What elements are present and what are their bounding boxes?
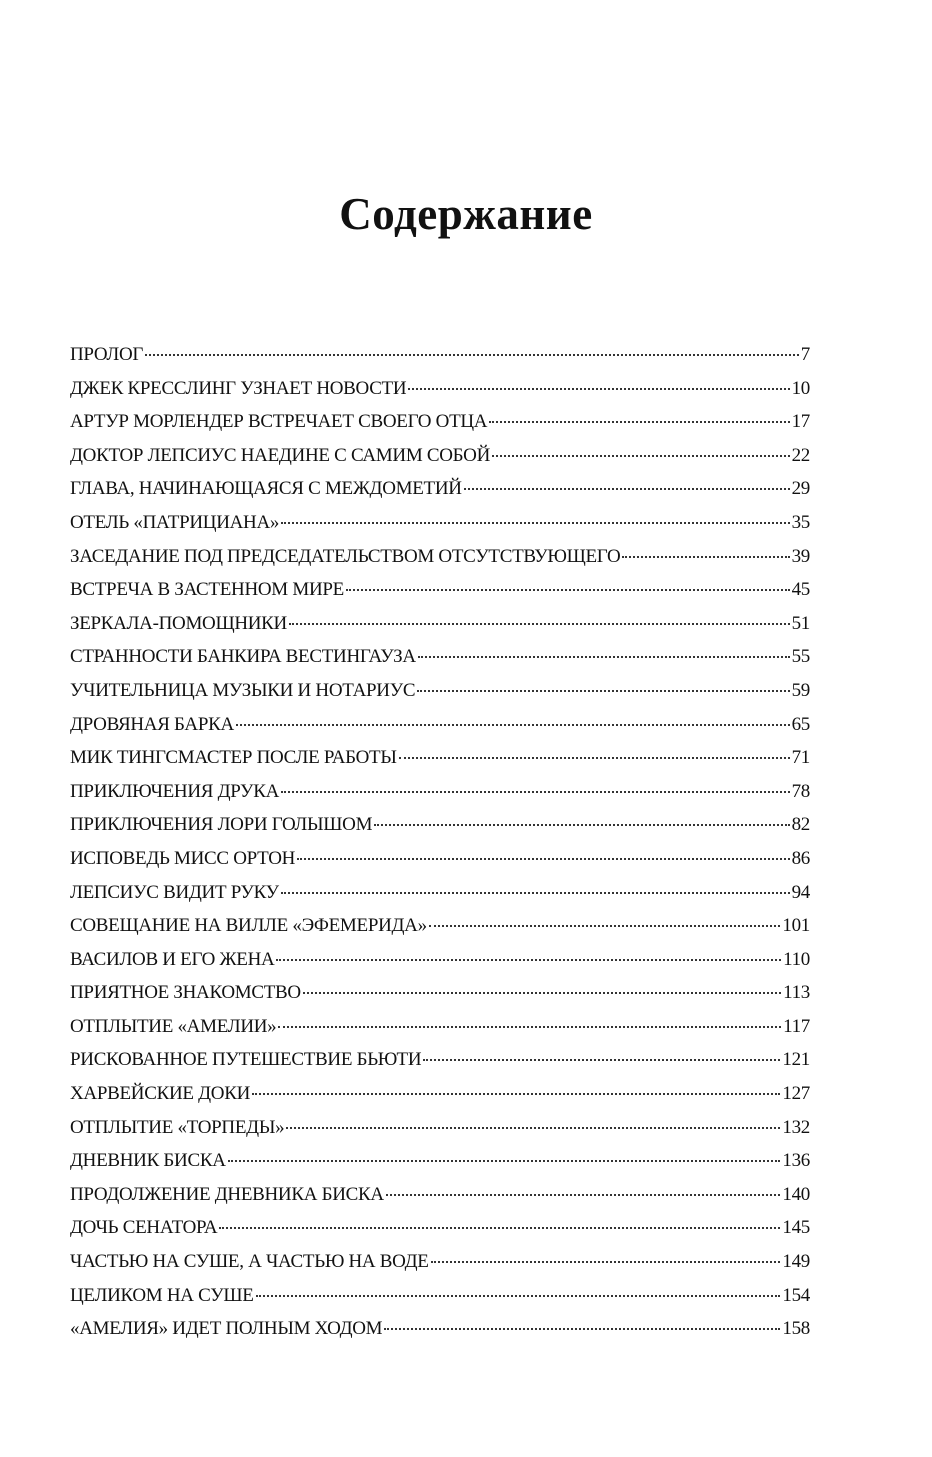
toc-dot-leader [418, 656, 790, 658]
toc-entry [70, 1150, 810, 1184]
table-of-contents [70, 344, 810, 1352]
toc-dot-leader [423, 1059, 780, 1061]
toc-entry-title: ПРИЯТНОЕ ЗНАКОМСТВО [70, 982, 301, 1004]
toc-entry-title: ОТПЛЫТИЕ «ТОРПЕДЫ» [70, 1116, 285, 1138]
toc-entry-page-number: 39 [791, 545, 810, 567]
toc-entry-page-number: 82 [791, 814, 810, 836]
toc-dot-leader [374, 824, 789, 826]
toc-dot-leader [408, 388, 789, 390]
toc-entry [70, 478, 810, 512]
page-title: Содержание [339, 189, 593, 239]
toc-entry-title: ИСПОВЕДЬ МИСС ОРТОН [70, 847, 296, 869]
toc-entry-title: ДРОВЯНАЯ БАРКА [70, 713, 234, 735]
toc-entry-title: ХАРВЕЙСКИЕ ДОКИ [70, 1083, 251, 1105]
toc-entry-page-number: 55 [791, 646, 810, 668]
toc-entry-title: СОВЕЩАНИЕ НА ВИЛЛЕ «ЭФЕМЕРИДА» [70, 915, 427, 937]
toc-entry-title: УЧИТЕЛЬНИЦА МУЗЫКИ И НОТАРИУС [70, 679, 416, 701]
toc-dot-leader [256, 1295, 781, 1297]
toc-entry-page-number: 78 [791, 780, 810, 802]
toc-dot-leader [429, 925, 781, 927]
toc-entry-page-number: 94 [791, 881, 810, 903]
toc-dot-leader [492, 455, 790, 457]
toc-dot-leader [219, 1227, 780, 1229]
toc-entry-title: МИК ТИНГСМАСТЕР ПОСЛЕ РАБОТЫ [70, 747, 397, 769]
toc-entry [70, 1184, 810, 1218]
toc-entry-page-number: 29 [791, 478, 810, 500]
toc-entry-title: ПРОДОЛЖЕНИЕ ДНЕВНИКА БИСКА [70, 1183, 384, 1205]
toc-entry [70, 882, 810, 916]
toc-entry-title: ВАСИЛОВ И ЕГО ЖЕНА [70, 948, 275, 970]
toc-entry-title: РИСКОВАННОЕ ПУТЕШЕСТВИЕ БЬЮТИ [70, 1049, 422, 1071]
toc-dot-leader [622, 556, 789, 558]
toc-dot-leader [303, 992, 781, 994]
toc-entry-page-number: 110 [783, 948, 810, 970]
toc-entry-page-number: 101 [782, 915, 810, 937]
toc-entry-page-number: 59 [791, 679, 810, 701]
toc-dot-leader [399, 757, 790, 759]
toc-entry-page-number: 136 [782, 1150, 810, 1172]
toc-dot-leader [464, 488, 790, 490]
toc-entry [70, 982, 810, 1016]
toc-dot-leader [386, 1194, 781, 1196]
toc-entry-title: ДНЕВНИК БИСКА [70, 1150, 226, 1172]
toc-dot-leader [252, 1093, 780, 1095]
toc-entry [70, 1318, 810, 1352]
toc-entry-title: ГЛАВА, НАЧИНАЮЩАЯСЯ С МЕЖДОМЕТИЙ [70, 478, 462, 500]
toc-entry-page-number: 51 [791, 612, 810, 634]
toc-entry-title: АРТУР МОРЛЕНДЕР ВСТРЕЧАЕТ СВОЕГО ОТЦА [70, 411, 488, 433]
toc-entry [70, 512, 810, 546]
toc-dot-leader [276, 959, 781, 961]
toc-entry [70, 646, 810, 680]
toc-dot-leader [286, 1127, 780, 1129]
toc-entry-page-number: 10 [791, 377, 810, 399]
toc-entry [70, 781, 810, 815]
toc-entry [70, 1251, 810, 1285]
toc-entry [70, 613, 810, 647]
toc-entry-title: ОТПЛЫТИЕ «АМЕЛИИ» [70, 1015, 277, 1037]
toc-dot-leader [145, 354, 799, 356]
toc-entry [70, 344, 810, 378]
toc-entry-page-number: 154 [782, 1284, 810, 1306]
toc-entry-page-number: 127 [782, 1083, 810, 1105]
toc-entry-page-number: 132 [782, 1116, 810, 1138]
toc-entry-page-number: 71 [791, 747, 810, 769]
toc-entry [70, 915, 810, 949]
toc-entry [70, 445, 810, 479]
toc-entry-title: ЗАСЕДАНИЕ ПОД ПРЕДСЕДАТЕЛЬСТВОМ ОТСУТСТВУЮЩЕГО [70, 545, 621, 567]
toc-dot-leader [289, 623, 790, 625]
toc-entry-page-number: 86 [791, 847, 810, 869]
toc-entry [70, 1049, 810, 1083]
toc-entry-page-number: 149 [782, 1251, 810, 1273]
toc-entry-title: СТРАННОСТИ БАНКИРА ВЕСТИНГАУЗА [70, 646, 416, 668]
toc-entry-title: ПРИКЛЮЧЕНИЯ ЛОРИ ГОЛЫШОМ [70, 814, 373, 836]
toc-dot-leader [431, 1261, 781, 1263]
toc-dot-leader [228, 1160, 781, 1162]
toc-entry [70, 1016, 810, 1050]
toc-dot-leader [384, 1328, 780, 1330]
toc-entry-title: ПРИКЛЮЧЕНИЯ ДРУКА [70, 780, 279, 802]
toc-entry-title: ДЖЕК КРЕССЛИНГ УЗНАЕТ НОВОСТИ [70, 377, 407, 399]
toc-entry [70, 714, 810, 748]
toc-entry-title: ДОЧЬ СЕНАТОРА [70, 1217, 218, 1239]
toc-entry [70, 1217, 810, 1251]
toc-entry [70, 1285, 810, 1319]
toc-entry [70, 1117, 810, 1151]
toc-entry-title: ЛЕПСИУС ВИДИТ РУКУ [70, 881, 279, 903]
toc-entry-title: ПРОЛОГ [70, 344, 144, 365]
toc-dot-leader [489, 421, 789, 423]
toc-entry [70, 949, 810, 983]
toc-entry-title: ВСТРЕЧА В ЗАСТЕННОМ МИРЕ [70, 579, 344, 601]
toc-entry [70, 1083, 810, 1117]
toc-entry-title: «АМЕЛИЯ» ИДЕТ ПОЛНЫМ ХОДОМ [70, 1318, 383, 1340]
toc-entry [70, 747, 810, 781]
toc-dot-leader [236, 724, 790, 726]
toc-entry-title: ЗЕРКАЛА-ПОМОЩНИКИ [70, 612, 287, 634]
toc-entry-page-number: 17 [791, 411, 810, 433]
toc-entry [70, 546, 810, 580]
toc-entry-title: ЦЕЛИКОМ НА СУШЕ [70, 1284, 254, 1306]
toc-entry-page-number: 45 [791, 579, 810, 601]
toc-entry-page-number: 22 [791, 444, 810, 466]
toc-dot-leader [297, 858, 790, 860]
toc-entry [70, 680, 810, 714]
toc-entry [70, 579, 810, 613]
toc-dot-leader [346, 589, 790, 591]
toc-entry-page-number: 113 [783, 982, 810, 1004]
toc-entry-page-number: 65 [791, 713, 810, 735]
toc-entry-title: ЧАСТЬЮ НА СУШЕ, А ЧАСТЬЮ НА ВОДЕ [70, 1251, 429, 1273]
toc-dot-leader [278, 1026, 781, 1028]
toc-entry [70, 411, 810, 445]
toc-entry-page-number: 117 [783, 1015, 810, 1037]
toc-entry-page-number: 158 [782, 1318, 810, 1340]
toc-entry-page-number: 7 [800, 344, 810, 365]
toc-dot-leader [417, 690, 789, 692]
toc-entry-page-number: 140 [782, 1183, 810, 1205]
toc-entry-page-number: 121 [782, 1049, 810, 1071]
toc-entry-title: ДОКТОР ЛЕПСИУС НАЕДИНЕ С САМИМ СОБОЙ [70, 444, 490, 466]
toc-dot-leader [281, 791, 790, 793]
toc-entry-page-number: 35 [791, 511, 810, 533]
toc-entry [70, 814, 810, 848]
toc-dot-leader [281, 522, 789, 524]
toc-entry-page-number: 145 [782, 1217, 810, 1239]
toc-entry [70, 378, 810, 412]
toc-dot-leader [281, 892, 790, 894]
toc-entry [70, 848, 810, 882]
toc-entry-title: ОТЕЛЬ «ПАТРИЦИАНА» [70, 511, 280, 533]
